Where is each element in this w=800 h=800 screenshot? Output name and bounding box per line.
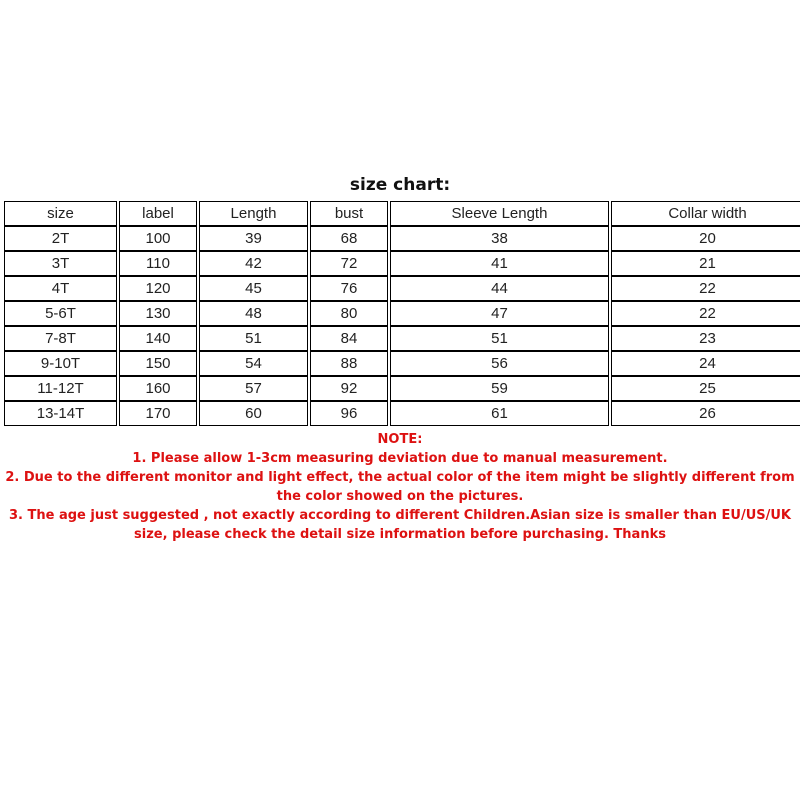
cell-length: 57 — [199, 376, 308, 401]
cell-label: 100 — [119, 226, 197, 251]
cell-size: 9-10T — [4, 351, 117, 376]
note-heading: NOTE: — [377, 432, 423, 447]
header-collar-width: Collar width — [611, 201, 800, 226]
table-row — [4, 351, 800, 376]
header-size: size — [4, 201, 117, 226]
cell-label: 150 — [119, 351, 197, 376]
note-line-3: 3. The age just suggested , not exactly according to different Children.Asian size is smaller than EU/US/UK size, please check the detail size information before purchasing. Thanks — [8, 508, 792, 542]
cell-sleeve-length: 51 — [390, 326, 609, 351]
cell-length: 51 — [199, 326, 308, 351]
cell-bust: 92 — [310, 376, 388, 401]
page-title: size chart: — [349, 175, 451, 195]
header-length: Length — [199, 201, 308, 226]
cell-bust: 68 — [310, 226, 388, 251]
cell-bust: 96 — [310, 401, 388, 426]
header-sleeve-length: Sleeve Length — [390, 201, 609, 226]
cell-bust: 84 — [310, 326, 388, 351]
cell-length: 48 — [199, 301, 308, 326]
cell-size: 5-6T — [4, 301, 117, 326]
cell-sleeve-length: 38 — [390, 226, 609, 251]
cell-size: 13-14T — [4, 401, 117, 426]
cell-sleeve-length: 47 — [390, 301, 609, 326]
cell-collar-width: 22 — [611, 301, 800, 326]
cell-sleeve-length: 59 — [390, 376, 609, 401]
cell-collar-width: 25 — [611, 376, 800, 401]
table-row — [4, 226, 800, 251]
cell-collar-width: 24 — [611, 351, 800, 376]
cell-bust: 88 — [310, 351, 388, 376]
cell-label: 170 — [119, 401, 197, 426]
cell-size: 3T — [4, 251, 117, 276]
table-header-row — [4, 201, 800, 226]
table-row — [4, 401, 800, 426]
cell-collar-width: 21 — [611, 251, 800, 276]
cell-bust: 76 — [310, 276, 388, 301]
cell-length: 45 — [199, 276, 308, 301]
cell-label: 130 — [119, 301, 197, 326]
cell-bust: 80 — [310, 301, 388, 326]
cell-label: 120 — [119, 276, 197, 301]
table-row — [4, 326, 800, 351]
cell-size: 4T — [4, 276, 117, 301]
cell-size: 11-12T — [4, 376, 117, 401]
table-row — [4, 251, 800, 276]
note-line-1: 1. Please allow 1-3cm measuring deviation due to manual measurement. — [132, 451, 668, 466]
cell-label: 160 — [119, 376, 197, 401]
cell-sleeve-length: 61 — [390, 401, 609, 426]
cell-length: 60 — [199, 401, 308, 426]
cell-length: 39 — [199, 226, 308, 251]
cell-size: 7-8T — [4, 326, 117, 351]
cell-size: 2T — [4, 226, 117, 251]
cell-label: 140 — [119, 326, 197, 351]
cell-collar-width: 26 — [611, 401, 800, 426]
cell-sleeve-length: 44 — [390, 276, 609, 301]
cell-bust: 72 — [310, 251, 388, 276]
note-line-2: 2. Due to the different monitor and light effect, the actual color of the item might be slightly different from the color showed on the pictures. — [5, 470, 795, 504]
cell-label: 110 — [119, 251, 197, 276]
header-bust: bust — [310, 201, 388, 226]
header-label: label — [119, 201, 197, 226]
cell-collar-width: 20 — [611, 226, 800, 251]
note-section — [0, 430, 800, 544]
cell-collar-width: 22 — [611, 276, 800, 301]
cell-length: 42 — [199, 251, 308, 276]
table-row — [4, 376, 800, 401]
table-row — [4, 276, 800, 301]
cell-length: 54 — [199, 351, 308, 376]
cell-sleeve-length: 41 — [390, 251, 609, 276]
cell-sleeve-length: 56 — [390, 351, 609, 376]
size-chart-table — [2, 201, 800, 426]
cell-collar-width: 23 — [611, 326, 800, 351]
table-row — [4, 301, 800, 326]
